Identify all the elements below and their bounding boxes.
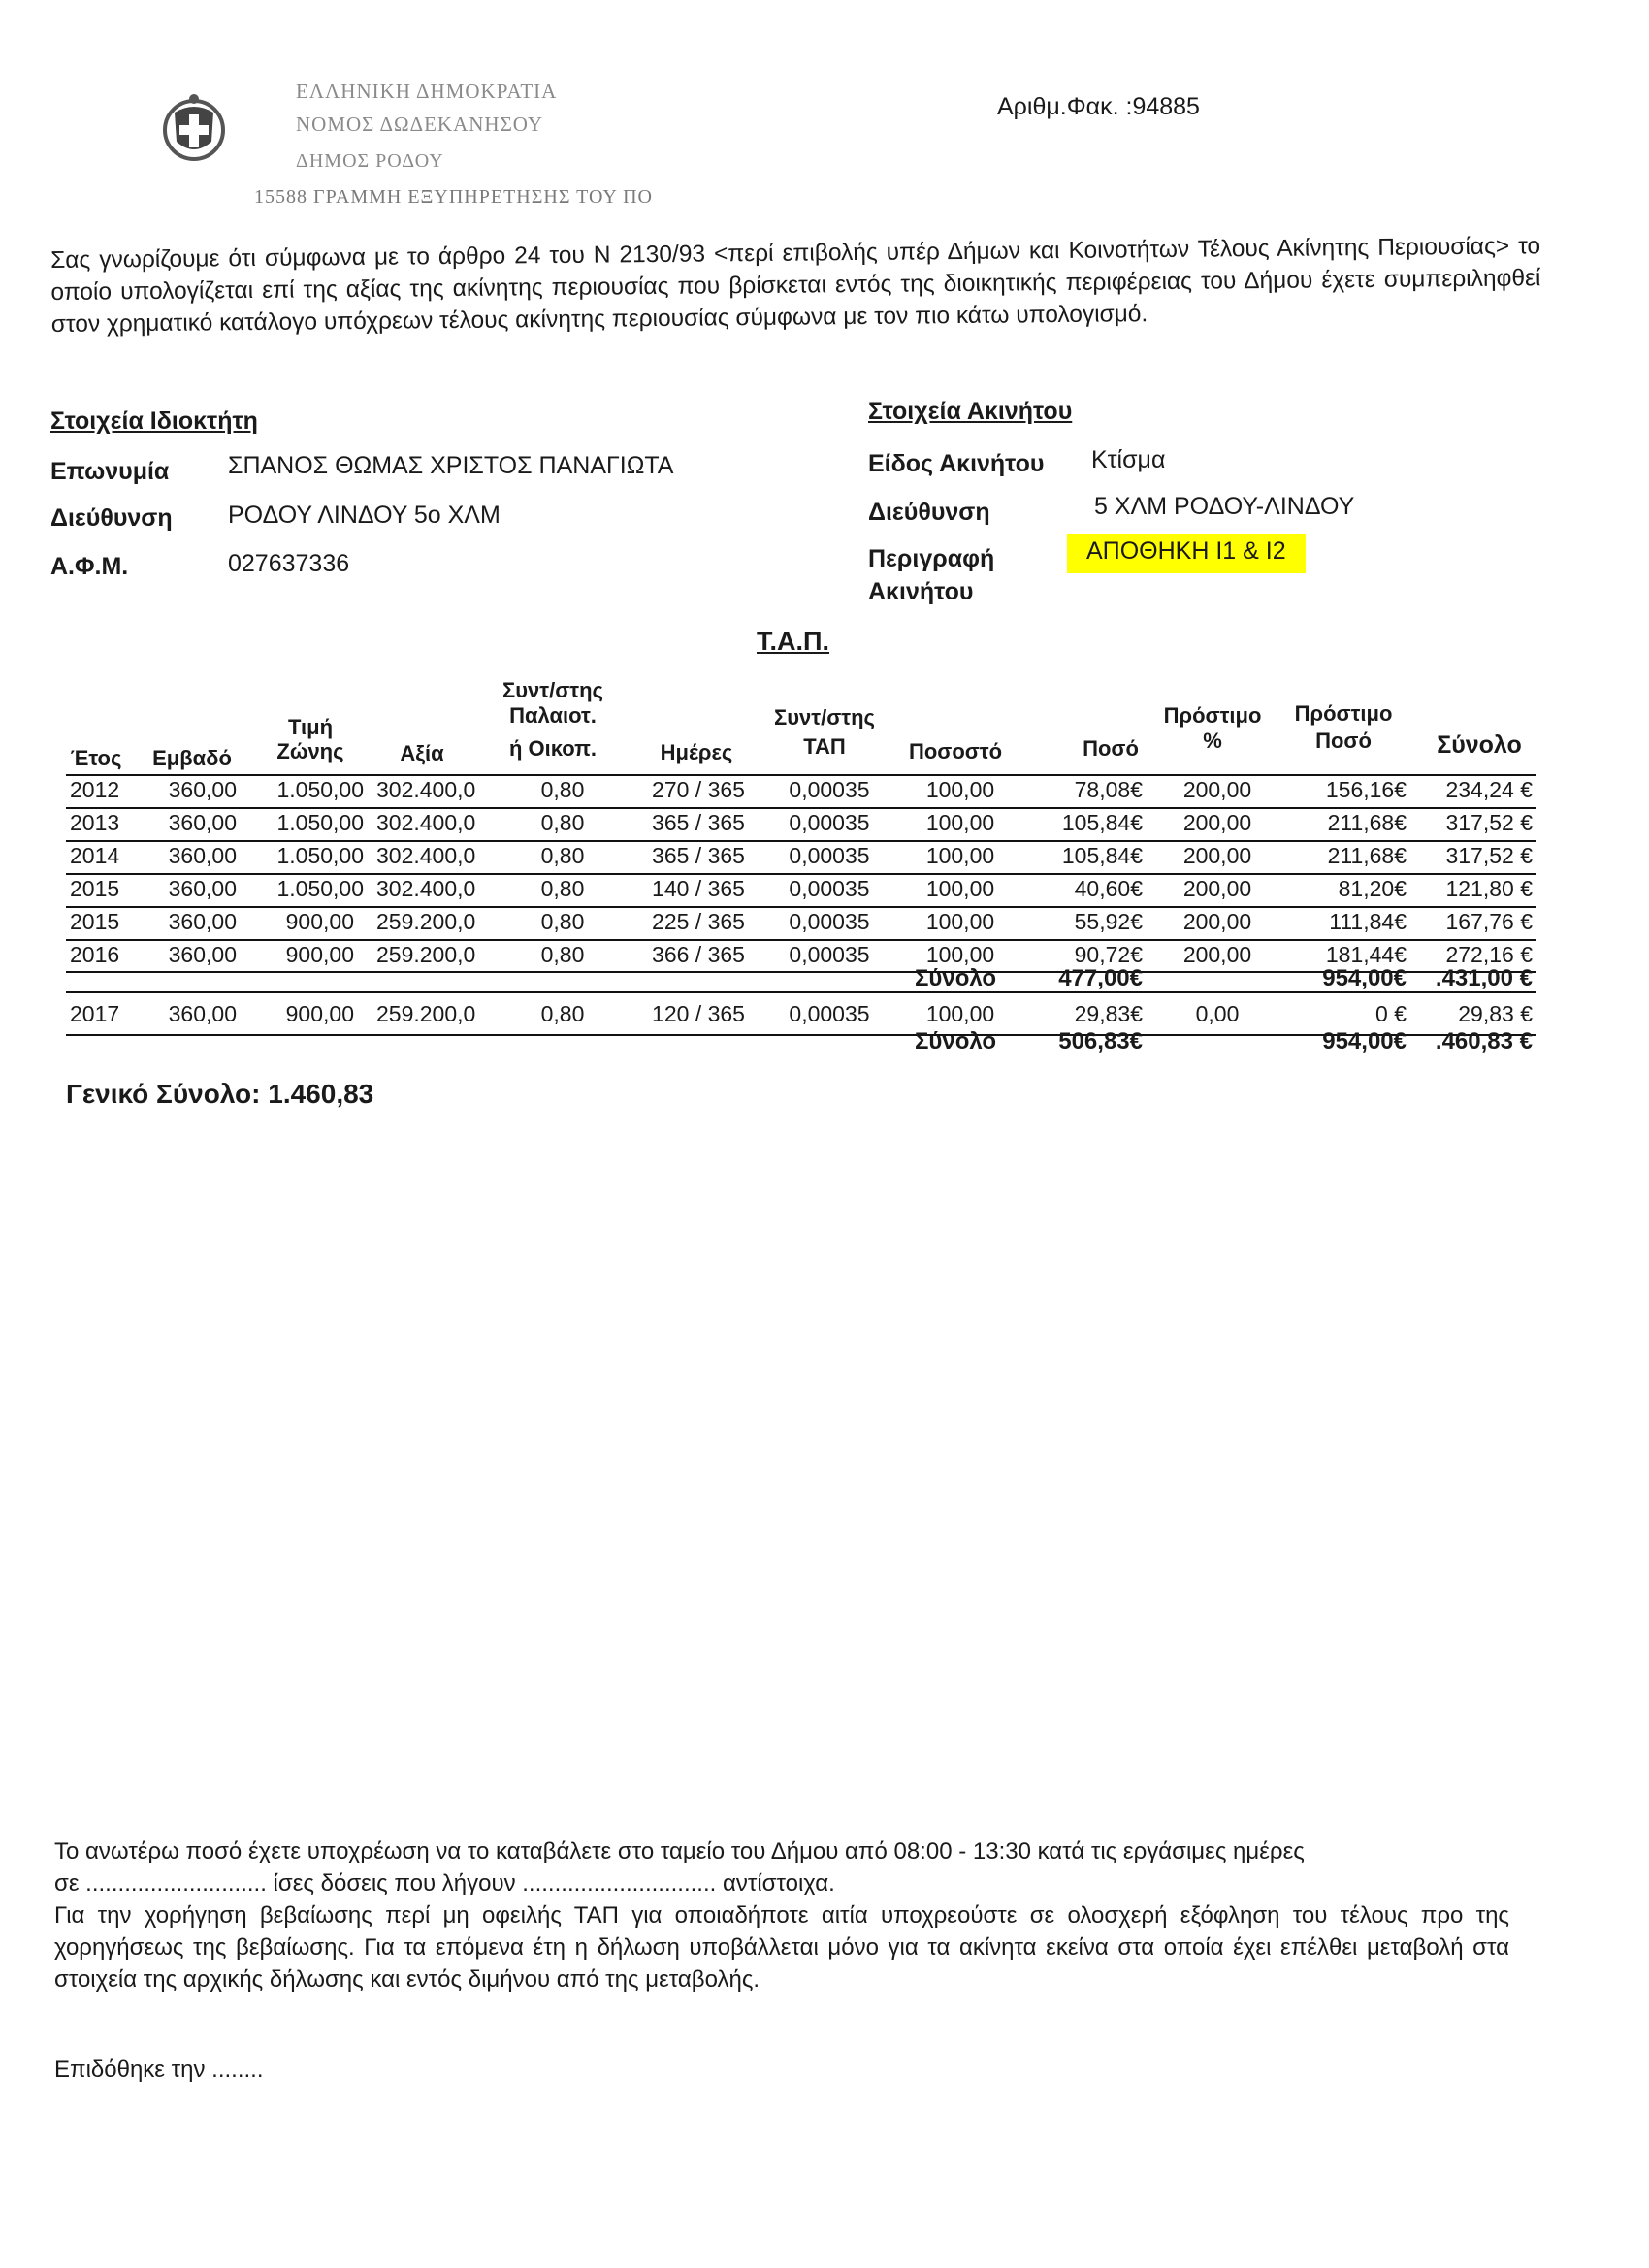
property-type-label: Είδος Ακινήτου <box>868 450 1045 477</box>
header-age-coef-3: ή Οικοπ. <box>508 736 598 761</box>
cell-age-coef: 0,80 <box>540 1001 585 1026</box>
file-number: Αριθμ.Φακ. :94885 <box>997 93 1200 120</box>
cell-zone: 900,00 <box>285 909 354 934</box>
property-type: Κτίσμα <box>1091 446 1166 473</box>
cell-penalty-amt: 81,20€ <box>1338 876 1406 901</box>
table-row <box>0 810 1649 839</box>
cell-year: 2017 <box>70 1001 120 1026</box>
cell-age-coef: 0,80 <box>540 909 585 934</box>
cell-percent: 100,00 <box>925 777 995 802</box>
cell-age-coef: 0,80 <box>540 843 585 868</box>
cell-year: 2014 <box>70 843 120 868</box>
cell-tap-coef: 0,00035 <box>789 942 870 967</box>
table-rule <box>66 906 1536 908</box>
subtotal-amount: 477,00€ <box>1058 965 1143 991</box>
header-penalty-pct-1: Πρόστιμο <box>1163 703 1262 728</box>
footer-line-2: σε ............................ ίσες δόσεις που λήγουν .............................. αντίστοιχα. <box>54 1870 835 1896</box>
cell-area: 360,00 <box>168 810 237 835</box>
header-zone-price-2: Ζώνης <box>276 739 344 763</box>
cell-amount: 78,08€ <box>1074 777 1143 802</box>
header-area: Εμβαδό <box>152 746 232 770</box>
cell-penalty-amt: 181,44€ <box>1325 942 1406 967</box>
cell-penalty-amt: 211,68€ <box>1327 810 1406 835</box>
property-address-label: Διεύθυνση <box>868 499 990 526</box>
table-rule <box>66 840 1536 842</box>
cell-days: 365 / 365 <box>652 843 745 868</box>
cell-zone: 900,00 <box>285 942 354 967</box>
cell-total: 272,16 € <box>1445 942 1533 967</box>
org-line-3: ΔΗΜΟΣ ΡΟΔΟΥ <box>296 150 444 172</box>
header-percent: Ποσοστό <box>908 739 1003 763</box>
header-tap-coef-2: ΤΑΠ <box>803 734 846 759</box>
property-description-highlighted: ΑΠΟΘΗΚΗ Ι1 & Ι2 <box>1067 534 1306 573</box>
header-value: Αξία <box>400 741 444 765</box>
subtotal-penalty-amt: 954,00€ <box>1322 1028 1406 1054</box>
header-days: Ημέρες <box>660 740 733 764</box>
subtotal-row-2 <box>0 1028 1649 1057</box>
cell-value: 259.200,0 <box>376 942 476 967</box>
property-section-title: Στοιχεία Ακινήτου <box>868 398 1073 425</box>
cell-tap-coef: 0,00035 <box>789 876 870 901</box>
subtotal-label: Σύνολο <box>915 965 997 991</box>
cell-percent: 100,00 <box>925 942 995 967</box>
table-row <box>0 777 1649 806</box>
footer-line-1: Το ανωτέρω ποσό έχετε υποχρέωση να το καταβάλετε στο ταμείο του Δήμου από 08:00 - 13:30 κατά τις εργάσιμες ημέρες <box>54 1838 1305 1864</box>
cell-value: 302.400,0 <box>376 876 476 901</box>
cell-penalty-amt: 211,68€ <box>1327 843 1406 868</box>
cell-tap-coef: 0,00035 <box>789 810 870 835</box>
cell-zone: 1.050,00 <box>276 843 364 868</box>
header-penalty-amt-1: Πρόστιμο <box>1294 701 1393 726</box>
cell-percent: 100,00 <box>925 843 995 868</box>
owner-name-label: Επωνυμία <box>50 458 170 485</box>
cell-penalty-amt: 111,84€ <box>1329 909 1406 934</box>
cell-amount: 55,92€ <box>1074 909 1143 934</box>
cell-area: 360,00 <box>168 843 237 868</box>
cell-tap-coef: 0,00035 <box>789 909 870 934</box>
cell-percent: 100,00 <box>925 810 995 835</box>
subtotal-total: .460,83 € <box>1435 1028 1533 1054</box>
table-rule <box>66 807 1536 809</box>
table-rule <box>66 873 1536 875</box>
property-address: 5 ΧΛΜ ΡΟΔΟΥ-ΛΙΝΔΟΥ <box>1094 493 1355 520</box>
owner-name: ΣΠΑΝΟΣ ΘΩΜΑΣ ΧΡΙΣΤΟΣ ΠΑΝΑΓΙΩΤΑ <box>228 452 674 479</box>
subtotal-penalty-amt: 954,00€ <box>1322 965 1406 991</box>
cell-penalty-pct: 0,00 <box>1195 1001 1240 1026</box>
cell-year: 2016 <box>70 942 120 967</box>
cell-percent: 100,00 <box>925 1001 995 1026</box>
tap-title: Τ.Α.Π. <box>757 627 830 656</box>
org-line-4: 15588 ΓΡΑΜΜΗ ΕΞΥΠΗΡΕΤΗΣΗΣ ΤΟΥ ΠΟ <box>254 186 653 208</box>
subtotal-total: .431,00 € <box>1435 965 1533 991</box>
cell-amount: 29,83€ <box>1074 1001 1143 1026</box>
footer-line-3: Για την χορήγηση βεβαίωσης περί μη οφειλής ΤΑΠ για οποιαδήποτε αιτία υποχρεούστε σε ολοσχερή εξόφληση του τέλους προ της χορηγήσεως της βεβαίωσης. Για τα επόμενα έτη η δήλωση υποβάλλεται μόνο για τα ακίνητα εκείνα στα οποία έχει επέλθει μεταβολή στα στοιχεία της αρχικής δήλωσης και εντός διμήνου από της μεταβολής. <box>54 1902 1509 1993</box>
cell-penalty-pct: 200,00 <box>1182 909 1252 934</box>
header-penalty-amt-2: Ποσό <box>1315 729 1372 753</box>
header-tap-coef-1: Συντ/στης <box>774 705 875 729</box>
subtotal-amount: 506,83€ <box>1058 1028 1143 1054</box>
header-amount: Ποσό <box>1083 736 1139 761</box>
cell-days: 366 / 365 <box>652 942 745 967</box>
cell-total: 121,80 € <box>1445 876 1533 901</box>
intro-paragraph: Σας γνωρίζουμε ότι σύμφωνα με το άρθρο 24 του Ν 2130/93 <περί επιβολής υπέρ Δήμων και Κοινοτήτων Τέλους Ακίνητης Περιουσίας> το οποίο υπολογίζεται επί της αξίας της ακίνητης περιουσίας που βρίσκεται εντός της διοικητικής περιφέρειας του Δήμου έχετε συμπεριληφθεί στον χρηματικό κατάλογο υπόχρεων τέλους ακίνητης περιουσίας σύμφωνα με τον πιο κάτω υπολογισμό. <box>50 233 1541 338</box>
cell-tap-coef: 0,00035 <box>789 843 870 868</box>
cell-percent: 100,00 <box>925 876 995 901</box>
table-row-2017 <box>0 1001 1649 1030</box>
footer-text <box>54 1835 1509 1995</box>
cell-tap-coef: 0,00035 <box>789 1001 870 1026</box>
header-zone-price-1: Τιμή <box>287 715 334 739</box>
grand-total: Γενικό Σύνολο: 1.460,83 <box>66 1079 374 1109</box>
property-desc-label-1: Περιγραφή <box>868 545 995 572</box>
org-line-2: ΝΟΜΟΣ ΔΩΔΕΚΑΝΗΣΟΥ <box>296 113 544 136</box>
cell-tap-coef: 0,00035 <box>789 777 870 802</box>
header-age-coef-1: Συντ/στης <box>502 678 603 702</box>
subtotal-row-1 <box>0 965 1649 994</box>
header-total: Σύνολο <box>1437 731 1522 759</box>
owner-afm-label: Α.Φ.Μ. <box>50 553 129 580</box>
cell-area: 360,00 <box>168 942 237 967</box>
cell-area: 360,00 <box>168 1001 237 1026</box>
cell-days: 120 / 365 <box>652 1001 745 1026</box>
cell-year: 2015 <box>70 876 120 901</box>
cell-amount: 90,72€ <box>1074 942 1143 967</box>
cell-area: 360,00 <box>168 876 237 901</box>
cell-area: 360,00 <box>168 777 237 802</box>
cell-value: 259.200,0 <box>376 1001 476 1026</box>
coat-of-arms-emblem <box>163 91 225 165</box>
cell-days: 225 / 365 <box>652 909 745 934</box>
cell-penalty-pct: 200,00 <box>1182 876 1252 901</box>
org-line-1: ΕΛΛΗΝΙΚΗ ΔΗΜΟΚΡΑΤΙΑ <box>296 80 558 103</box>
cell-total: 234,24 € <box>1445 777 1533 802</box>
cell-penalty-pct: 200,00 <box>1182 942 1252 967</box>
cell-year: 2013 <box>70 810 120 835</box>
owner-address-label: Διεύθυνση <box>50 504 173 532</box>
table-rule <box>66 774 1536 776</box>
cell-zone: 1.050,00 <box>276 810 364 835</box>
issued-date-line: Επιδόθηκε την ........ <box>54 2057 264 2083</box>
table-row <box>0 876 1649 905</box>
header-age-coef-2: Παλαιοτ. <box>509 703 597 728</box>
cell-amount: 40,60€ <box>1074 876 1143 901</box>
cell-value: 302.400,0 <box>376 777 476 802</box>
cell-penalty-pct: 200,00 <box>1182 843 1252 868</box>
cell-area: 360,00 <box>168 909 237 934</box>
cell-zone: 1.050,00 <box>276 777 364 802</box>
cell-days: 140 / 365 <box>652 876 745 901</box>
cell-value: 302.400,0 <box>376 843 476 868</box>
cell-penalty-pct: 200,00 <box>1182 777 1252 802</box>
cell-value: 302.400,0 <box>376 810 476 835</box>
property-desc-label-2: Ακινήτου <box>868 578 974 605</box>
cell-days: 270 / 365 <box>652 777 745 802</box>
table-row <box>0 909 1649 938</box>
cell-amount: 105,84€ <box>1061 810 1143 835</box>
subtotal-label: Σύνολο <box>915 1028 997 1054</box>
cell-age-coef: 0,80 <box>540 810 585 835</box>
cell-amount: 105,84€ <box>1061 843 1143 868</box>
table-rule <box>66 939 1536 941</box>
cell-total: 167,76 € <box>1445 909 1533 934</box>
cell-zone: 900,00 <box>285 1001 354 1026</box>
header-year: Έτος <box>70 746 122 770</box>
cell-percent: 100,00 <box>925 909 995 934</box>
cell-days: 365 / 365 <box>652 810 745 835</box>
cell-age-coef: 0,80 <box>540 942 585 967</box>
header-penalty-pct-2: % <box>1203 729 1222 753</box>
cell-total: 29,83 € <box>1458 1001 1533 1026</box>
cell-total: 317,52 € <box>1445 843 1533 868</box>
cell-age-coef: 0,80 <box>540 777 585 802</box>
cell-penalty-amt: 156,16€ <box>1325 777 1406 802</box>
owner-section-title: Στοιχεία Ιδιοκτήτη <box>50 407 258 435</box>
cell-penalty-amt: 0 € <box>1375 1001 1406 1026</box>
cell-total: 317,52 € <box>1445 810 1533 835</box>
owner-address: ΡΟΔΟΥ ΛΙΝΔΟΥ 5ο ΧΛΜ <box>228 502 501 529</box>
cell-value: 259.200,0 <box>376 909 476 934</box>
cell-penalty-pct: 200,00 <box>1182 810 1252 835</box>
cell-year: 2012 <box>70 777 120 802</box>
cell-age-coef: 0,80 <box>540 876 585 901</box>
owner-afm: 027637336 <box>228 550 350 577</box>
cell-zone: 1.050,00 <box>276 876 364 901</box>
table-row <box>0 843 1649 872</box>
cell-year: 2015 <box>70 909 120 934</box>
